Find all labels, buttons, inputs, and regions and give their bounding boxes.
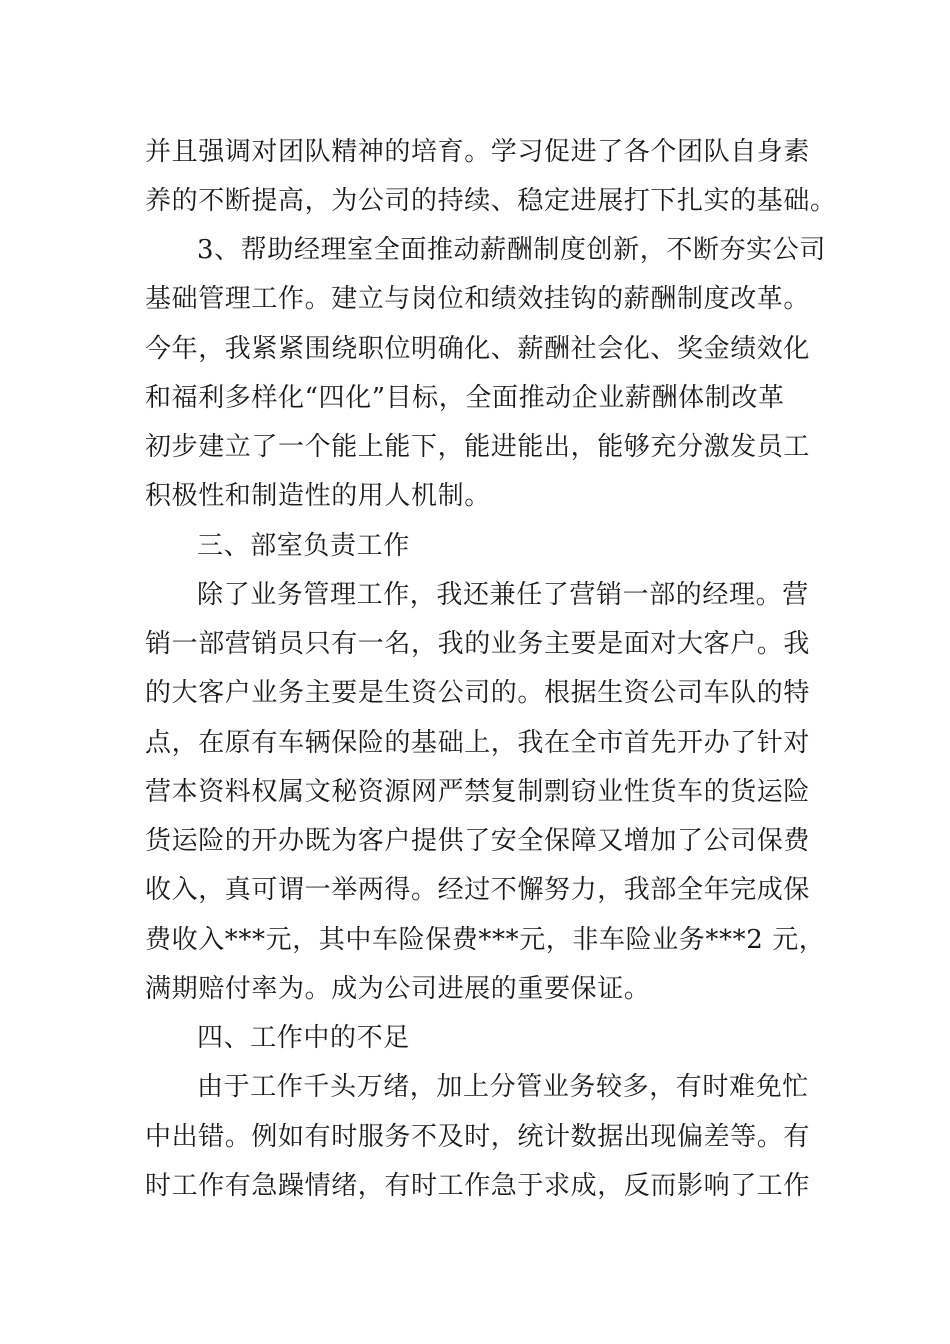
section-heading-3: 三、部室负责工作: [197, 531, 410, 561]
text-line-4: 基础管理工作。建立与岗位和绩效挂钩的薪酬制度改革。: [145, 284, 811, 314]
text-line-18: 满期赔付率为。成为公司进展的重要保证。: [145, 974, 651, 1004]
text-line-21: 中出错。例如有时服务不及时，统计数据出现偏差等。有: [145, 1122, 811, 1152]
text-line-11: 销一部营销员只有一名，我的业务主要是面对大客户。我: [145, 629, 811, 659]
text-line-3: 3、帮助经理室全面推动薪酬制度创新，不断夯实公司: [197, 235, 826, 265]
text-line-5: 今年，我紧紧围绕职位明确化、薪酬社会化、奖金绩效化: [145, 334, 811, 364]
text-line-7: 初步建立了一个能上能下，能进能出，能够充分激发员工: [145, 432, 811, 462]
text-line-16: 收入，真可谓一举两得。经过不懈努力，我部全年完成保: [145, 875, 811, 905]
text-line-22: 时工作有急躁情绪，有时工作急于求成，反而影响了工作: [145, 1171, 811, 1201]
text-line-8: 积极性和制造性的用人机制。: [145, 481, 491, 511]
text-line-15: 货运险的开办既为客户提供了安全保障又增加了公司保费: [145, 826, 811, 856]
section-heading-4: 四、工作中的不足: [197, 1023, 410, 1053]
text-line-17: 费收入***元，其中车险保费***元，非车险业务***2 元，: [145, 925, 826, 955]
text-line-6: 和福利多样化“四化”目标，全面推动企业薪酬体制改革: [145, 383, 785, 413]
text-line-13: 点，在原有车辆保险的基础上，我在全市首先开办了针对: [145, 728, 811, 758]
text-line-20: 由于工作千头万绪，加上分管业务较多，有时难免忙: [197, 1072, 809, 1102]
text-line-2: 养的不断提高，为公司的持续、稳定进展打下扎实的基础。: [145, 186, 837, 216]
text-line-1: 并且强调对团队精神的培育。学习促进了各个团队自身素: [145, 137, 811, 167]
text-line-10: 除了业务管理工作，我还兼任了营销一部的经理。营: [197, 580, 809, 610]
text-line-12: 的大客户业务主要是生资公司的。根据生资公司车队的特: [145, 678, 811, 708]
text-line-14: 营本资料权属文秘资源网严禁复制剽窃业性货车的货运险: [145, 777, 811, 807]
